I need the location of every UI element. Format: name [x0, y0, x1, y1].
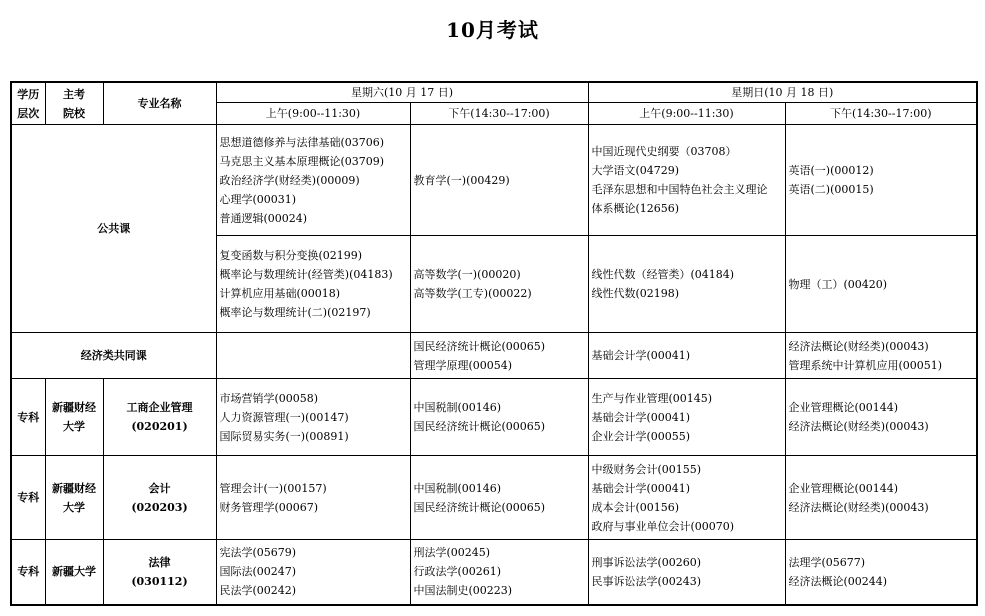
row-econ-common	[11, 333, 977, 379]
course-item: 国民经济统计概论(00065)	[413, 339, 546, 353]
course-item: 企业管理概论(00144)	[788, 401, 899, 414]
cell-major3-sat-pm	[410, 540, 588, 605]
course-item: 经济法概论(财经类)(00043)	[788, 339, 929, 353]
page-title: 10月考试	[446, 18, 539, 42]
cell-econ-sat-am	[216, 333, 410, 379]
course-item: 国民经济统计概论(00065)	[413, 500, 546, 514]
course-item: 经济法概论(财经类)(00043)	[788, 420, 929, 433]
course-item: 计算机应用基础(00018)	[219, 287, 341, 300]
cell-major2-sat-pm	[410, 456, 588, 540]
cell-major3-sat-am	[216, 540, 410, 605]
course-item: 民法学(00242)	[219, 584, 297, 598]
course-item: 中级财务会计(00155)	[591, 462, 702, 476]
row-major-law	[11, 540, 977, 605]
cell-public1-sun-pm	[785, 125, 977, 236]
course-item: 复变函数与积分变换(02199)	[219, 249, 363, 262]
cell-econ-sun-pm	[785, 333, 977, 379]
course-item: 经济法概论(00244)	[788, 574, 888, 588]
course-item: 中国近现代史纲要（03708）	[591, 145, 737, 158]
course-item: 基础会计学(00041)	[591, 481, 691, 495]
header-saturday: 星期六(10 月 17 日)	[216, 82, 588, 103]
course-item: 思想道德修养与法律基础(03706)	[219, 135, 385, 149]
cell-public2-sun-am	[588, 236, 785, 333]
course-item: 法理学(05677)	[788, 555, 866, 569]
course-item: 市场营销学(00058)	[219, 391, 319, 405]
cell-public1-sun-am	[588, 125, 785, 236]
cell-public1-sat-am	[216, 125, 410, 236]
cell-econ-sat-pm	[410, 333, 588, 379]
course-item: 马克思主义基本原理概论(03709)	[219, 154, 385, 168]
course-item: 大学语文(04729)	[591, 164, 680, 177]
header-sat-pm: 下午(14:30--17:00)	[410, 103, 588, 125]
cell-public2-sat-pm	[410, 236, 588, 333]
course-item: 财务管理学(00067)	[219, 500, 319, 514]
course-item: 英语(二)(00015)	[788, 183, 874, 196]
major-level: 专科	[11, 540, 45, 605]
header-sun-pm: 下午(14:30--17:00)	[785, 103, 977, 125]
course-item: 心理学(00031)	[219, 192, 297, 206]
major-name: 工商企业管理 (020201)	[103, 379, 216, 456]
course-item: 政府与事业单位会计(00070)	[591, 519, 735, 533]
header-row-days	[11, 82, 977, 103]
course-item: 企业管理概论(00144)	[788, 481, 899, 495]
cell-public2-sat-am	[216, 236, 410, 333]
course-item: 管理会计(一)(00157)	[219, 481, 327, 495]
course-item: 经济法概论(财经类)(00043)	[788, 500, 929, 514]
exam-schedule-table	[10, 81, 978, 606]
header-major: 专业名称	[103, 82, 216, 125]
course-item: 中国税制(00146)	[413, 401, 502, 414]
course-item: 民事诉讼法学(00243)	[591, 574, 702, 588]
major-school: 新疆财经 大学	[45, 379, 103, 456]
course-item: 国际法(00247)	[219, 565, 297, 579]
course-item: 人力资源管理(一)(00147)	[219, 410, 349, 424]
header-sun-am: 上午(9:00--11:30)	[588, 103, 785, 125]
course-item: 概率论与数理统计(二)(02197)	[219, 306, 371, 319]
course-item: 刑事诉讼法学(00260)	[591, 555, 702, 569]
header-school: 主考 院校	[45, 82, 103, 125]
cell-econ-sun-am	[588, 333, 785, 379]
header-sunday: 星期日(10 月 18 日)	[588, 82, 977, 103]
course-item: 行政法学(00261)	[413, 565, 502, 579]
course-item: 基础会计学(00041)	[591, 349, 691, 362]
course-item: 企业会计学(00055)	[591, 429, 691, 443]
course-item: 毛泽东思想和中国特色社会主义理论	[591, 183, 768, 196]
major-school: 新疆财经 大学	[45, 456, 103, 540]
cell-public1-sat-pm	[410, 125, 588, 236]
cell-major2-sun-am	[588, 456, 785, 540]
course-item: 刑法学(00245)	[413, 546, 491, 560]
course-item: 中国法制史(00223)	[413, 584, 513, 598]
course-item: 生产与作业管理(00145)	[591, 391, 713, 405]
public-course-label: 公共课	[11, 125, 216, 333]
course-item: 国民经济统计概论(00065)	[413, 420, 546, 433]
course-item: 线性代数（经管类）(04184)	[591, 268, 735, 281]
row-major-business-mgmt	[11, 379, 977, 456]
cell-major1-sun-am	[588, 379, 785, 456]
cell-major1-sat-pm	[410, 379, 588, 456]
cell-major1-sun-pm	[785, 379, 977, 456]
major-level: 专科	[11, 379, 45, 456]
course-item: 体系概论(12656)	[591, 202, 680, 215]
major-school: 新疆大学	[45, 540, 103, 605]
course-item: 成本会计(00156)	[591, 500, 680, 514]
course-item: 普通逻辑(00024)	[219, 211, 308, 225]
major-name: 会计 (020203)	[103, 456, 216, 540]
header-sat-am: 上午(9:00--11:30)	[216, 103, 410, 125]
row-major-accounting	[11, 456, 977, 540]
course-item: 中国税制(00146)	[413, 481, 502, 495]
course-item: 线性代数(02198)	[591, 287, 680, 300]
course-item: 物理（工）(00420)	[788, 277, 888, 291]
cell-major2-sun-pm	[785, 456, 977, 540]
cell-major2-sat-am	[216, 456, 410, 540]
course-item: 英语(一)(00012)	[788, 164, 874, 177]
course-item: 管理系统中计算机应用(00051)	[788, 358, 943, 372]
course-item: 基础会计学(00041)	[591, 410, 691, 424]
course-item: 政治经济学(财经类)(00009)	[219, 173, 360, 187]
course-item: 教育学(一)(00429)	[413, 173, 510, 187]
major-level: 专科	[11, 456, 45, 540]
econ-common-label: 经济类共同课	[11, 333, 216, 379]
major-name: 法律 (030112)	[103, 540, 216, 605]
course-item: 管理学原理(00054)	[413, 358, 513, 372]
course-item: 国际贸易实务(一)(00891)	[219, 429, 349, 443]
course-item: 概率论与数理统计(经管类)(04183)	[219, 268, 393, 281]
cell-major3-sun-pm	[785, 540, 977, 605]
row-public-1	[11, 125, 977, 236]
course-item: 高等数学(一)(00020)	[413, 268, 521, 281]
cell-major3-sun-am	[588, 540, 785, 605]
course-item: 高等数学(工专)(00022)	[413, 287, 532, 300]
cell-public2-sun-pm	[785, 236, 977, 333]
course-item: 宪法学(05679)	[219, 546, 297, 560]
header-level: 学历 层次	[11, 82, 45, 125]
cell-major1-sat-am	[216, 379, 410, 456]
